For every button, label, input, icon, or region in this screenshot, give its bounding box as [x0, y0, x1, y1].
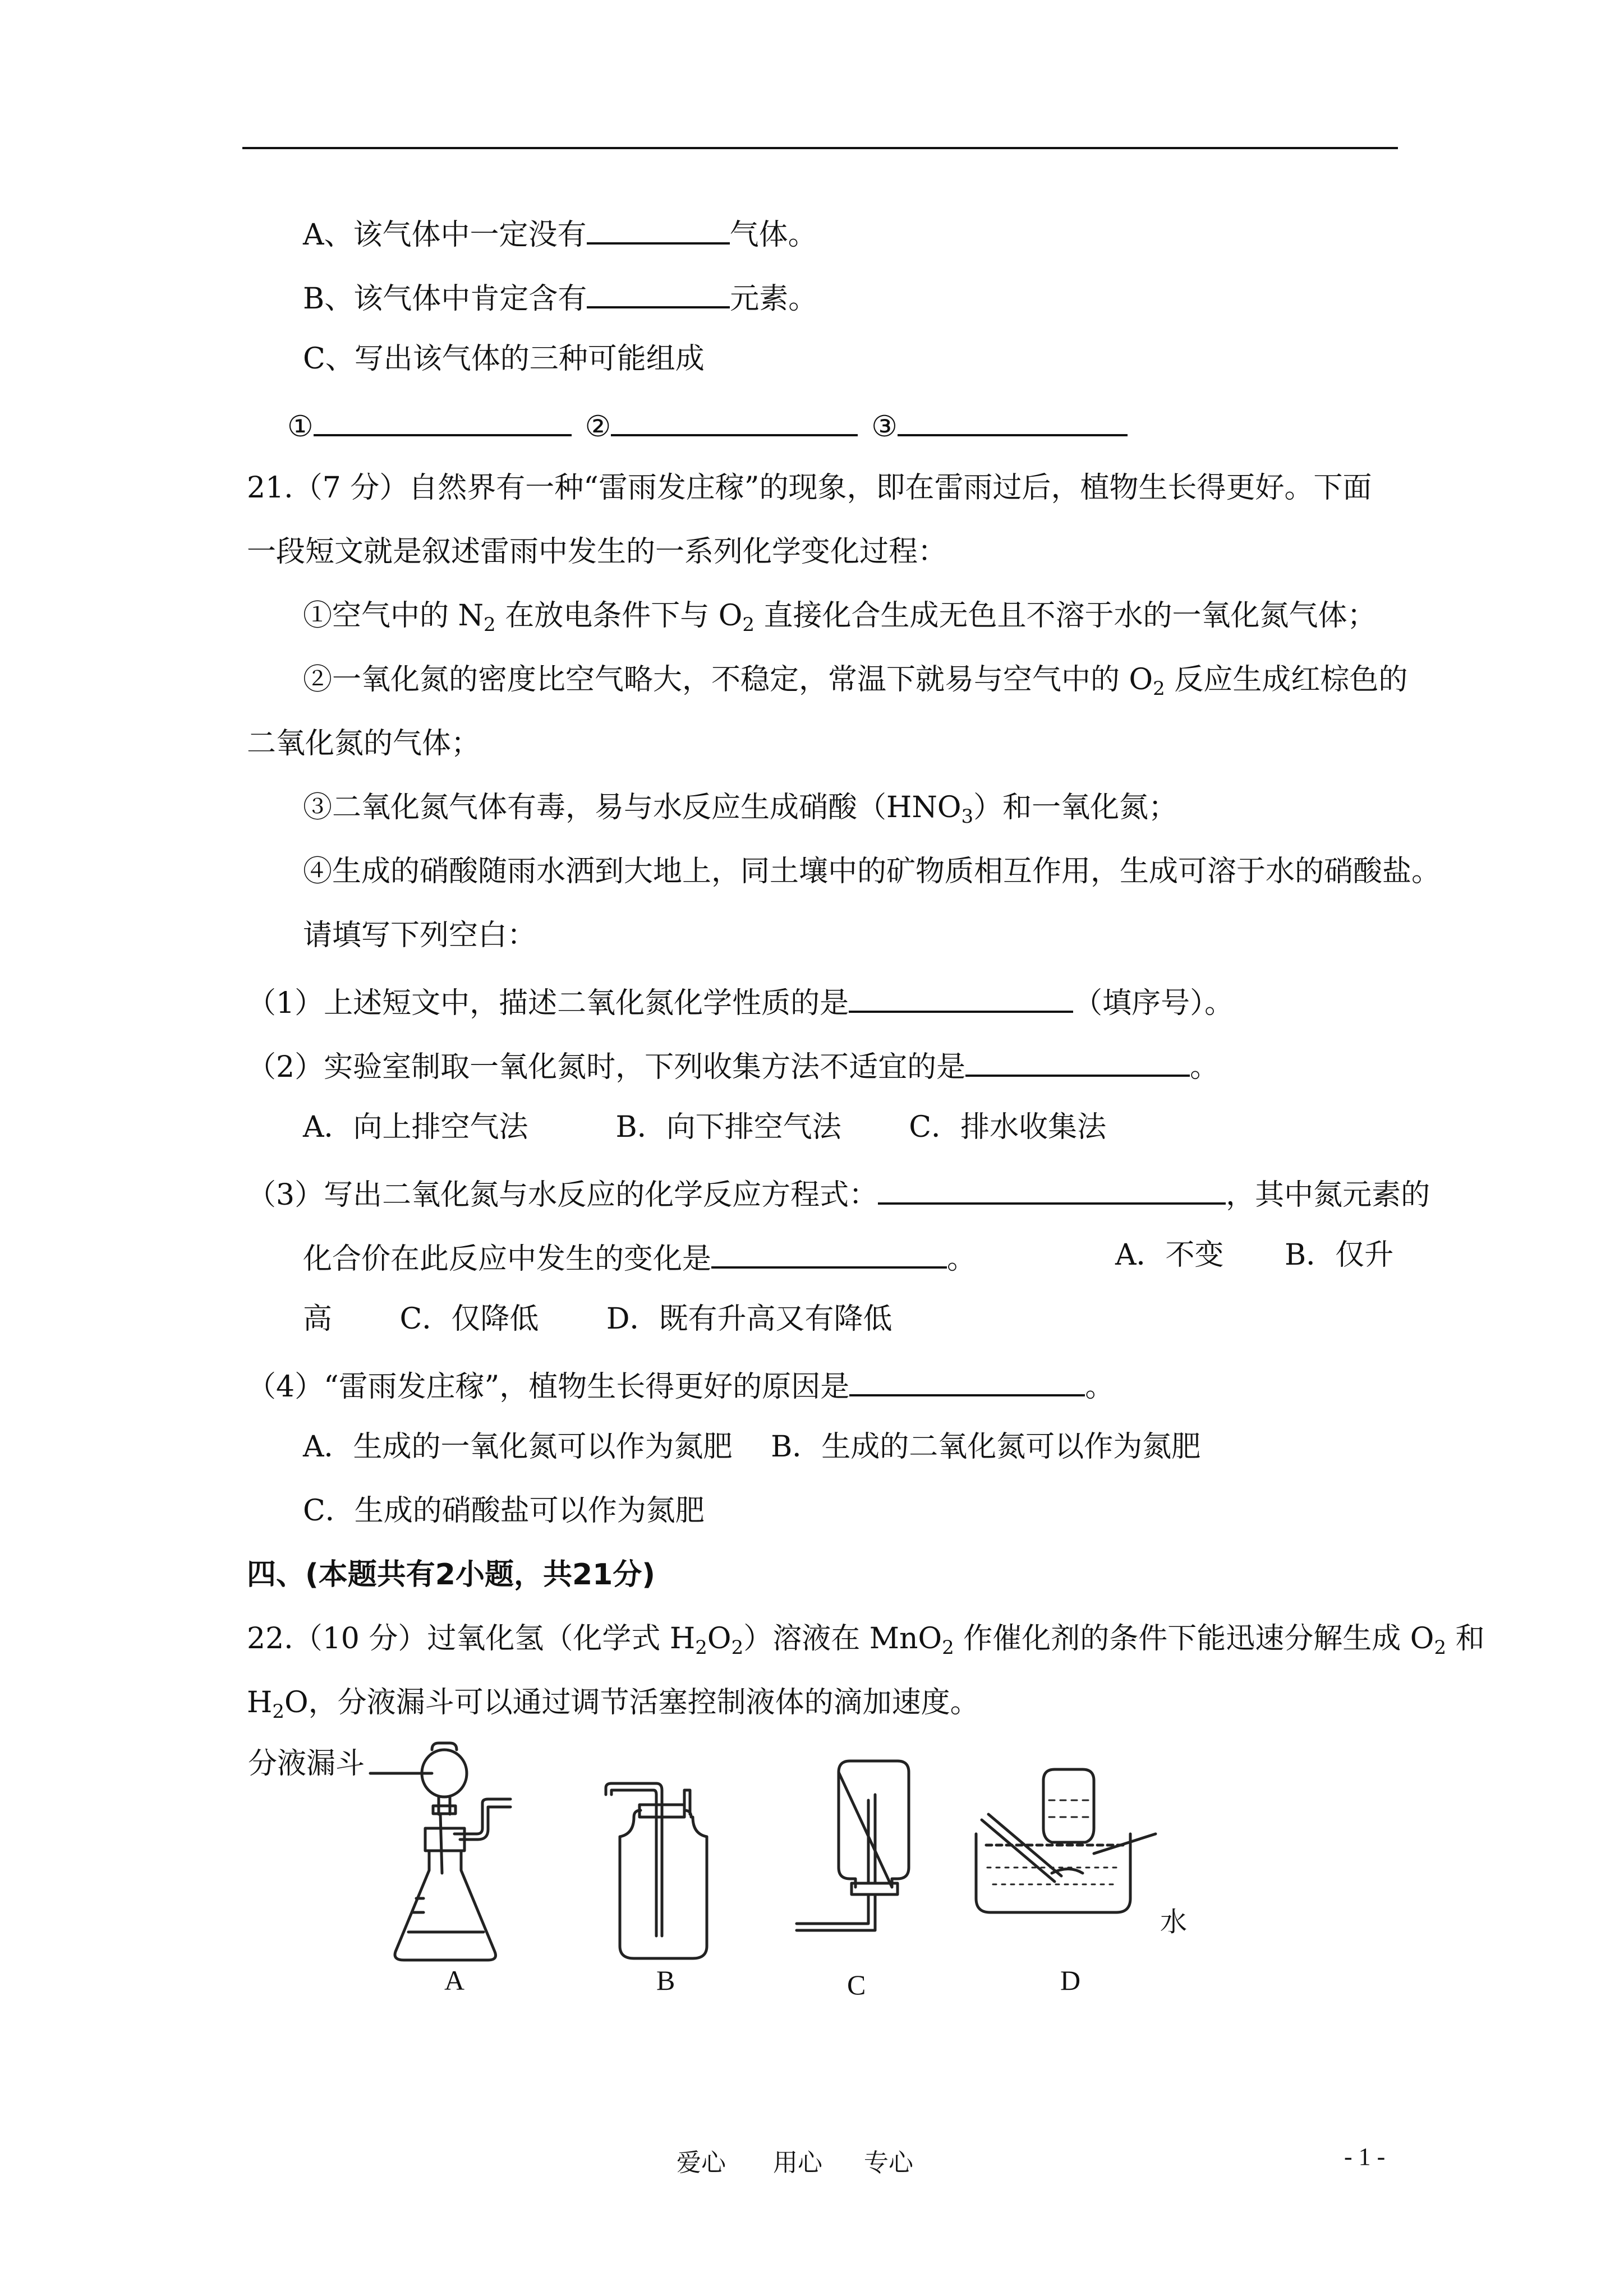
p2-suffix: 。 — [1190, 1050, 1220, 1084]
s2-sub: 2 — [1153, 677, 1165, 700]
answer-blank[interactable] — [611, 405, 858, 436]
q21-statement-2 — [303, 662, 1407, 698]
p1-text: （1）上述短文中，描述二氧化氮化学性质的是 — [247, 986, 849, 1020]
q20-a-text: A、该气体中一定没有 — [303, 218, 587, 252]
figure-label-a: A — [444, 1965, 465, 1996]
q20-part-b — [303, 277, 817, 317]
q22-a: 22.（10 分）过氧化氢（化学式 H — [247, 1622, 696, 1656]
answer-blank[interactable] — [965, 1045, 1190, 1077]
q21-statement-4 — [303, 854, 1441, 889]
p4-options-ab: A．生成的一氧化氮可以作为氮肥 B．生成的二氧化氮可以作为氮肥 — [303, 1430, 1201, 1464]
footer-slogan-2: 用心 — [773, 2149, 822, 2177]
answer-blank[interactable] — [587, 277, 730, 308]
q21-part-4-options — [303, 1429, 1200, 1465]
apparatus-drawing — [241, 1739, 1251, 1963]
q21-statement-3 — [303, 790, 1177, 826]
q22-sub4: 2 — [1434, 1636, 1447, 1659]
q22-l2-a: H — [247, 1686, 273, 1719]
marker-2: ② — [585, 410, 611, 444]
p4-text: （4）“雷雨发庄稼”，植物生长得更好的原因是 — [247, 1370, 850, 1404]
s3-a: ③二氧化氮气体有毒，易与水反应生成硝酸（HNO — [303, 791, 961, 824]
water-label: 水 — [1160, 1906, 1188, 1938]
answer-blank[interactable] — [587, 213, 730, 245]
answer-blank[interactable] — [849, 1365, 1085, 1396]
q22-l2-b: O，分液漏斗可以通过调节活塞控制液体的滴加速度。 — [284, 1686, 979, 1719]
apparatus-b — [606, 1783, 707, 1958]
p3-suffix: ，其中氮元素的 — [1226, 1178, 1430, 1212]
footer-slogan-1: 爱心 — [677, 2149, 726, 2177]
q22-line1 — [247, 1621, 1485, 1657]
p3-option-a — [1115, 1237, 1224, 1273]
q22-b: O — [707, 1622, 732, 1656]
s1-a: ①空气中的 N — [303, 599, 484, 633]
funnel-label: 分液漏斗 — [248, 1747, 365, 1781]
q21-intro-line1 — [247, 470, 1372, 506]
answer-blank[interactable] — [711, 1237, 947, 1269]
section-heading-text: 四、(本题共有2小题，共21分) — [247, 1558, 656, 1592]
q22-sub2: 2 — [731, 1636, 744, 1659]
s1-c: 直接化合生成无色且不溶于水的一氧化氮气体； — [755, 599, 1377, 633]
q21-part-3-line3 — [303, 1301, 892, 1337]
p3-option-b — [1285, 1237, 1393, 1273]
marker-3: ③ — [871, 410, 898, 444]
q22-d: 作催化剂的条件下能迅速分解生成 O — [954, 1622, 1434, 1656]
q21-statement-2-cont — [247, 726, 480, 762]
q20-b-suffix: 元素。 — [730, 282, 818, 316]
apparatus-c — [797, 1761, 909, 1930]
figure-label-c: C — [847, 1969, 866, 2000]
p3-line2-suffix: 。 — [947, 1242, 977, 1276]
q22-line2 — [247, 1685, 979, 1721]
s4-text: ④生成的硝酸随雨水洒到大地上，同土壤中的矿物质相互作用，生成可溶于水的硝酸盐。 — [303, 855, 1441, 888]
s2-a: ②一氧化氮的密度比空气略大，不稳定，常温下就易与空气中的 O — [303, 663, 1153, 697]
p3-opt-a-text: A．不变 — [1115, 1238, 1224, 1272]
figure-label-b: B — [656, 1965, 675, 1996]
q20-a-suffix: 气体。 — [729, 218, 817, 252]
p3-line2-text: 化合价在此反应中发生的变化是 — [303, 1242, 712, 1276]
footer-slogan-3: 专心 — [864, 2149, 913, 2177]
p2-text: （2）实验室制取一氧化氮时，下列收集方法不适宜的是 — [247, 1050, 966, 1084]
q22-l2-sub: 2 — [272, 1700, 284, 1723]
answer-blank[interactable] — [849, 981, 1073, 1013]
q21-intro-line2 — [247, 534, 947, 570]
q21-intro-text1: 21.（7 分）自然界有一种“雷雨发庄稼”的现象，即在雷雨过后，植物生长得更好。下面 — [247, 471, 1372, 505]
fill-text: 请填写下列空白： — [303, 919, 537, 952]
answer-blank[interactable] — [878, 1173, 1226, 1205]
s1-sub1: 2 — [484, 614, 496, 636]
q20-compositions — [287, 405, 1128, 445]
s2-line2: 二氧化氮的气体； — [247, 727, 481, 760]
s1-b: 在放电条件下与 O — [495, 599, 743, 633]
marker-1: ① — [287, 410, 314, 444]
p2-options: A．向上排空气法 B．向下排空气法 C．排水收集法 — [303, 1110, 1107, 1144]
q20-b-text: B、该气体中肯定含有 — [303, 282, 587, 316]
q21-part-2-options — [303, 1109, 1106, 1145]
section-heading — [247, 1557, 655, 1593]
q21-part-4-option-c — [303, 1493, 705, 1529]
q21-fill-prompt — [303, 918, 536, 953]
header-rule — [242, 147, 1398, 149]
q22-c: ）溶液在 MnO — [743, 1622, 942, 1656]
s3-sub: 3 — [961, 805, 974, 828]
p3-text: （3）写出二氧化氮与水反应的化学反应方程式： — [247, 1178, 878, 1212]
s2-b: 反应生成红棕色的 — [1165, 663, 1408, 697]
q21-part-1 — [247, 981, 1234, 1021]
p3-line3-text: 高 C．仅降低 D．既有升高又有降低 — [303, 1302, 892, 1336]
q21-part-3 — [247, 1173, 1430, 1213]
apparatus-a — [370, 1743, 510, 1960]
q20-part-c — [303, 341, 705, 377]
s3-b: ）和一氧化氮； — [973, 791, 1178, 824]
q21-statement-1 — [303, 598, 1377, 634]
q22-sub3: 2 — [942, 1636, 954, 1659]
s1-sub2: 2 — [742, 614, 755, 636]
q21-part-4 — [247, 1365, 1114, 1405]
q20-part-a — [303, 213, 817, 253]
q22-e: 和 — [1446, 1622, 1485, 1656]
answer-blank[interactable] — [314, 405, 572, 436]
page-number: - 1 - — [1344, 2143, 1386, 2170]
q21-part-3-line2 — [303, 1237, 976, 1277]
figure-label-d: D — [1060, 1965, 1081, 1996]
p4-option-c: C．生成的硝酸盐可以作为氮肥 — [303, 1494, 705, 1528]
p1-suffix: （填序号）。 — [1073, 986, 1234, 1020]
apparatus-figure — [241, 1739, 1251, 2019]
answer-blank[interactable] — [898, 405, 1128, 436]
q22-sub1: 2 — [695, 1636, 707, 1659]
q20-c-text: C、写出该气体的三种可能组成 — [303, 342, 705, 376]
q21-part-2 — [247, 1045, 1219, 1085]
p4-suffix: 。 — [1085, 1370, 1115, 1404]
q21-intro-text2: 一段短文就是叙述雷雨中发生的一系列化学变化过程： — [247, 535, 947, 569]
p3-opt-b-text: B．仅升 — [1285, 1238, 1394, 1272]
apparatus-d — [976, 1769, 1156, 1912]
